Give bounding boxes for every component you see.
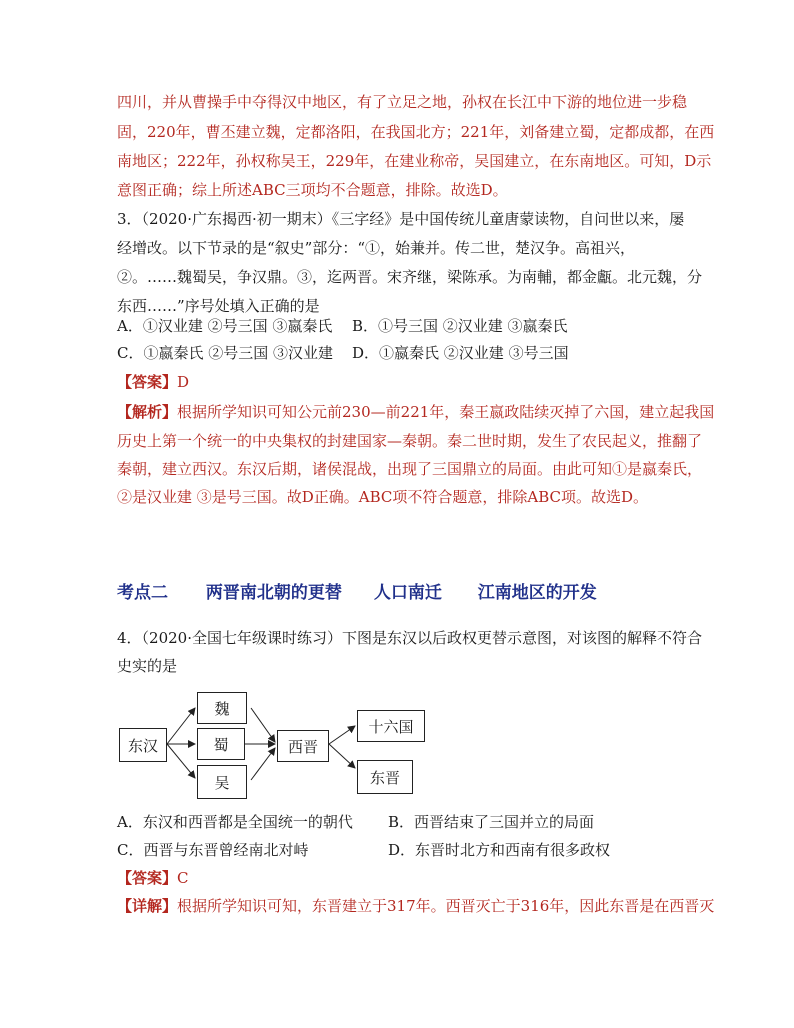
- explanation-text: 根据所学知识可知公元前230—前221年，秦王嬴政陆续灭掉了六国，建立起我国: [177, 403, 715, 421]
- q4-option-c: C．西晋与东晋曾经南北对峙: [117, 841, 309, 859]
- box-wu: 吴: [197, 765, 247, 799]
- q3-explanation-line-1: [117, 402, 715, 422]
- q4-answer: [117, 868, 687, 888]
- q4-stem-line-1: 4．（2020·全国七年级课时练习）下图是东汉以后政权更替示意图，对该图的解释不符合: [117, 629, 702, 647]
- box-shu: 蜀: [197, 728, 245, 760]
- heading-part-3: 人口南迁: [373, 583, 442, 603]
- box-xijin: 西晋: [277, 730, 329, 762]
- q3-stem-line-1: 3．（2020·广东揭西·初一期末）《三字经》是中国传统儿童唐蒙读物，自问世以来，屡: [117, 210, 685, 228]
- box-wei: 魏: [197, 692, 247, 724]
- detail-tag: 【详解】: [117, 897, 178, 915]
- heading-part-2: 两晋南北朝的更替: [205, 583, 342, 603]
- answer-tag: 【答案】: [117, 869, 178, 887]
- answer-value: D: [177, 373, 190, 391]
- arrow-xijin-shiliuguo: [329, 726, 355, 744]
- q2-explanation-line-2: 固，220年，曹丕建立魏，定都洛阳，在我国北方；221年，刘备建立蜀，定都成都，在西: [117, 123, 715, 141]
- q4-stem-line-2: 史实的是: [117, 657, 178, 675]
- dynasty-succession-diagram: [117, 690, 447, 800]
- box-donghan: 东汉: [119, 728, 167, 762]
- arrow-donghan-wu: [167, 744, 195, 778]
- q4-option-b: B．西晋结束了三国并立的局面: [388, 813, 595, 831]
- q4-detail-line-1: [117, 896, 715, 916]
- q2-explanation-line-3: 南地区；222年，孙权称吴王，229年，在建业称帝，吴国建立，在东南地区。可知，D示: [117, 152, 712, 170]
- q3-explanation-line-4: ②是汉业建 ③是号三国。故D正确。ABC项不符合题意，排除ABC项。故选D。: [117, 488, 649, 506]
- box-dongjin: 东晋: [357, 760, 413, 794]
- answer-tag: 【答案】: [117, 373, 178, 391]
- q3-option-d: D．①嬴秦氏 ②汉业建 ③号三国: [352, 344, 569, 362]
- q3-stem-line-3: ②。……魏蜀吴，争汉鼎。③，迄两晋。宋齐继，梁陈承。为南輔，都金甗。北元魏，分: [117, 268, 703, 286]
- q4-option-a: A．东汉和西晋都是全国统一的朝代: [117, 813, 353, 831]
- q2-explanation-line-4: 意图正确；综上所述ABC三项均不合题意，排除。故选D。: [117, 181, 508, 199]
- answer-value: C: [177, 869, 189, 887]
- q3-explanation-line-3: 秦朝，建立西汉。东汉后期，诸侯混战，出现了三国鼎立的局面。由此可知①是嬴秦氏，: [117, 460, 703, 478]
- q2-explanation-line-1: 四川，并从曹操手中夺得汉中地区，有了立足之地，孙权在长江中下游的地位进一步稳: [117, 93, 688, 111]
- arrow-xijin-dongjin: [329, 744, 355, 768]
- heading-part-1: 考点二: [117, 583, 168, 603]
- q3-explanation-line-2: 历史上第一个统一的中央集权的封建国家—秦朝。秦二世时期，发生了农民起义，推翻了: [117, 432, 703, 450]
- heading-part-4: 江南地区的开发: [477, 583, 597, 603]
- q3-option-c: C．①嬴秦氏 ②号三国 ③汉业建: [117, 344, 334, 362]
- q3-answer: [117, 372, 687, 392]
- arrow-wu-xijin: [251, 748, 275, 780]
- q3-option-b: B．①号三国 ②汉业建 ③嬴秦氏: [352, 317, 568, 335]
- q4-option-d: D．东晋时北方和西南有很多政权: [388, 841, 611, 859]
- arrow-donghan-wei: [167, 708, 195, 744]
- section-heading: [117, 578, 597, 603]
- q3-stem-line-4: 东西……”序号处填入正确的是: [117, 297, 320, 315]
- q3-option-a: A．①汉业建 ②号三国 ③嬴秦氏: [117, 317, 333, 335]
- box-shiliuguo: 十六国: [357, 710, 425, 742]
- q3-stem-line-2: 经增改。以下节录的是“叙史”部分：“①，始兼并。传二世，楚汉争。高祖兴，: [117, 239, 636, 257]
- explanation-tag: 【解析】: [117, 403, 178, 421]
- arrow-wei-xijin: [251, 708, 275, 742]
- detail-text: 根据所学知识可知，东晋建立于317年。西晋灭亡于316年，因此东晋是在西晋灭: [177, 897, 715, 915]
